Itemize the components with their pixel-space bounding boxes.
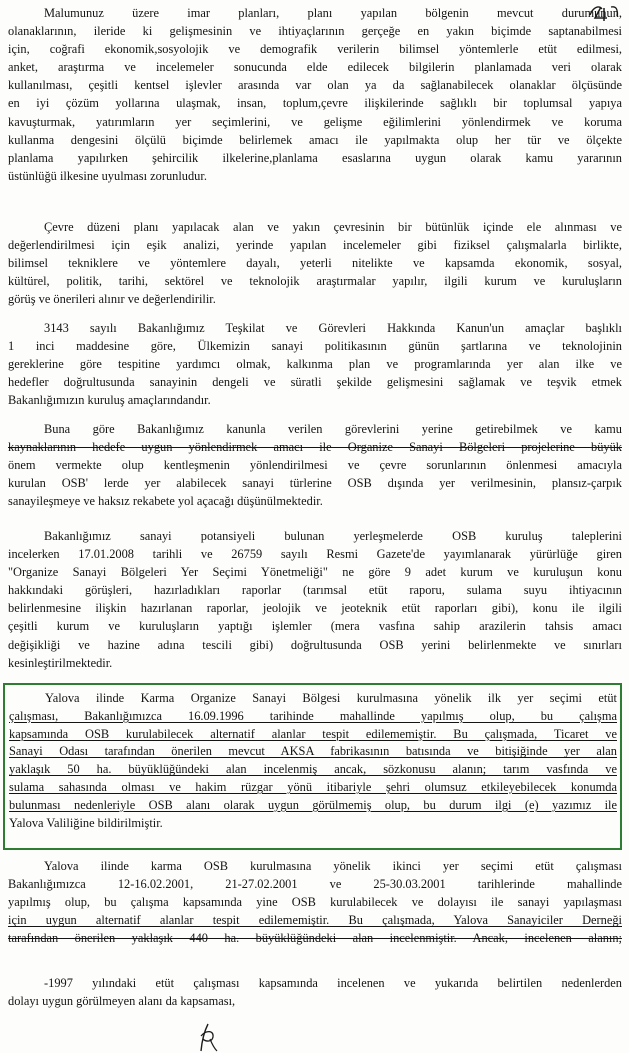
text-line-underlined: için uygun alternatif alanlar tespit edilememiştir. Bu çalışmada, Yalova Sanayiciler Derneği [8, 913, 622, 928]
text-line: incelerken 17.01.2008 tarihli ve 26759 sayılı Resmi Gazete'de yayımlanarak yürürlüğe giren [8, 547, 622, 562]
paragraph-4 [8, 420, 622, 510]
text-line: yapılmış olup, bu çalışma kapsamında yine OSB kurulabilecek ve dolayısı ile sanayi yapılaşması [8, 895, 622, 910]
text-line: "Organize Sanayi Bölgeleri Yer Seçimi Yönetmeliği" ne göre 9 adet kurum ve kuruluşun konu [8, 565, 622, 580]
text-line: bilimsel tekniklere ve yöntemlere dayalı, yeterli nitelikte ve kapsamda ekonomik, sosyal, [8, 256, 622, 271]
text-line: kullanılması, çeşitli kentsel işlevler arasında var olan ya da sağlanabilecek olanaklar ölçüsünde [8, 78, 622, 93]
text-line: kurulan OSB' lerde yer alabilecek sanayi türlerine OSB dışında yer verilmesinin, plansız-çarpık [8, 476, 622, 491]
paragraph-8 [8, 974, 622, 1010]
text-line: anket, araştırma ve incelemeler sonucunda elde edilecek bilgilerin planlamada veri olarak [8, 60, 622, 75]
text-line: Çevre düzeni planı yapılacak alan ve yakın çevresinin bir bütünlük içinde ele alınması ve [44, 220, 622, 234]
text-line: gereklerine göre tespitine yardımcı olmak, kalkınma plan ve programlarında yer alan ilke ve [8, 357, 622, 372]
text-line-underlined: sulama sahasında olması ve hakim rüzgar yönü itibariyle şehri olumsuz etkileyebilecek konumda [9, 779, 617, 794]
text-line-underlined: çalışması, Bakanlığımızca 16.09.1996 tarihinde mahallinde yapılmış olup, bu çalışma [9, 708, 617, 723]
text-line: kullanma dengesini ölçülü biçimde belirlemek amacı ile yapılmakta olup her tür ve ölçekte [8, 132, 622, 147]
text-line: görüş ve önerileri alınır ve değerlendirilir. [8, 292, 216, 307]
text-line: hedefler doğrultusunda sanayinin dengeli ve süratli şekilde gelişmesini sağlamak ve teşvik etmek [8, 375, 622, 390]
text-line-struck: kaynaklarının hedefe uygun yönlendirmek amacı ile Organize Sanayi Bölgeleri projelerine büyük [8, 440, 622, 455]
text-line-underlined: Sanayi Odası tarafından önerilen mevcut AKSA fabrikasının batısında ve bitişiğinde yer alan [9, 744, 617, 759]
text-line: -1997 yılındaki etüt çalışması kapsamında incelenen ve yukarıda belirtilen nedenlerden [44, 976, 622, 990]
text-line: değerlendirilmesi için eşik analizi, yerinde yapılan incelemeler gibi fiziksel çalışmalarla birlikte, [8, 238, 622, 253]
text-line-underlined: bulunması nedenleriyle OSB alanı olarak uygun görülmemiş olup, bu durum ilgi (e) yazımız ile [9, 797, 617, 812]
text-line-underlined: yaklaşık 50 ha. büyüklüğündeki alan incelenmiş ancak, sözkonusu alanın; tarım vasfında ve [9, 762, 617, 777]
highlight-box [3, 683, 622, 850]
text-line: Buna göre Bakanlığımız kanunla verilen görevlerini yerine getirebilmek ve kamu [44, 422, 622, 436]
paragraph-3 [8, 319, 622, 409]
text-line-underlined: kapsamında OSB kurulabilecek alternatif alanlar tespit edilememiştir. Bu çalışmada, Ticaret ve [9, 726, 617, 741]
text-line: en iyi çözüm yollarına ulaşmak, insan, toplum,çevre ilişkilerinde sağlıklı bir toplumsal yapıya [8, 96, 622, 111]
text-line: Yalova ilinde karma OSB kurulmasına yönelik ikinci yer seçimi etüt çalışması [44, 859, 622, 873]
text-line: Malumunuz üzere imar planları, planı yapılan bölgenin mevcut durumunun, [44, 6, 622, 20]
text-line: dolayı uygun görülmeyen alanı da kapsaması, [8, 994, 236, 1009]
paragraph-5 [8, 527, 622, 672]
text-line: değişikliği ve hazine adına tescili gibi) doğrultusunda OSB yerini belirlenmekte ve sınırları [8, 637, 622, 652]
text-line: kesinleştirilmektedir. [8, 655, 113, 670]
text-line: Yalova ilinde Karma Organize Sanayi Bölgesi kurulmasına yönelik ilk yer seçimi etüt [45, 691, 617, 705]
text-line: için, coğrafi ekonomik,sosyolojik ve demografik verilerin bilimsel yöntemlerle etüt edilmesi, [8, 42, 622, 57]
text-line-struck: tarafından önerilen yaklaşık 440 ha. büyüklüğündeki alan incelenmiştir. Ancak, incelenen alanın; [8, 931, 622, 946]
text-line: Bakanlığımızca 12-16.02.2001, 21-27.02.2001 ve 25-30.03.2001 tarihlerinde mahallinde [8, 877, 622, 892]
text-line: sanayileşmeye ve haksız rekabete yol açacağı düşünülmektedir. [8, 494, 323, 509]
text-line: Bakanlığımızın kuruluş amaçlarındandır. [8, 393, 211, 408]
text-line: 1 inci maddesine göre, Ülkemizin sanayi politikasının günün şartlarına ve teknolojinin [8, 339, 622, 354]
text-line: 3143 sayılı Bakanlığımız Teşkilat ve Görevleri Hakkında Kanun'un amaçlar başlıklı [44, 321, 622, 335]
text-line: önem vermekte olup kentleşmenin yönlendirilmesi ve çevre sorunlarının önlenmesi amacıyla [8, 458, 622, 473]
paragraph-2 [8, 218, 622, 308]
paragraph-1 [8, 4, 622, 185]
text-line: olanaklarının, ileride ki gelişmesinin ve ihtiyaçlarının gerçeğe en yakın biçimde saptanabilmesi [8, 24, 622, 39]
text-line: kavuşturmak, yatırımların yer seçimlerini, ve gelişme eğilimlerini yönlendirmek ve koruma [8, 114, 622, 129]
text-line: belirlenmesine ilişkin hazırlanan raporlar, jeolojik ve jeoteknik etüt raporları gibi), konu ile ilgili [8, 601, 622, 616]
paragraph-6 [9, 690, 617, 832]
initials-signature [196, 1022, 220, 1052]
text-line: planlama yapılırken şehircilik ilkelerine,planlama esaslarına uygun olarak kamu yararının [8, 150, 622, 165]
text-line: çeşitli kurum ve kuruluşların yaptığı işlemler (mera vasfına sahip arazilerin tahsis amacı [8, 619, 622, 634]
text-line: Yalova Valiliğine bildirilmiştir. [9, 815, 163, 830]
text-line: kültürel, politik, tarihi, sektörel ve teknolojik araştırmalar yapılır, ilgili kurum ve kuruluşların [8, 274, 622, 289]
text-line: üstünlüğü ilkesine uyulması zorunludur. [8, 168, 207, 183]
text-line: Bakanlığımız sanayi potansiyeli bulunan yerleşmelerde OSB kuruluş taleplerini [44, 529, 622, 543]
text-line: hakkındaki görüşleri, hazırladıkları raporlar (tarımsal etüt raporu, sulama suyu ihtiyacının [8, 583, 622, 598]
paragraph-7 [8, 857, 622, 947]
